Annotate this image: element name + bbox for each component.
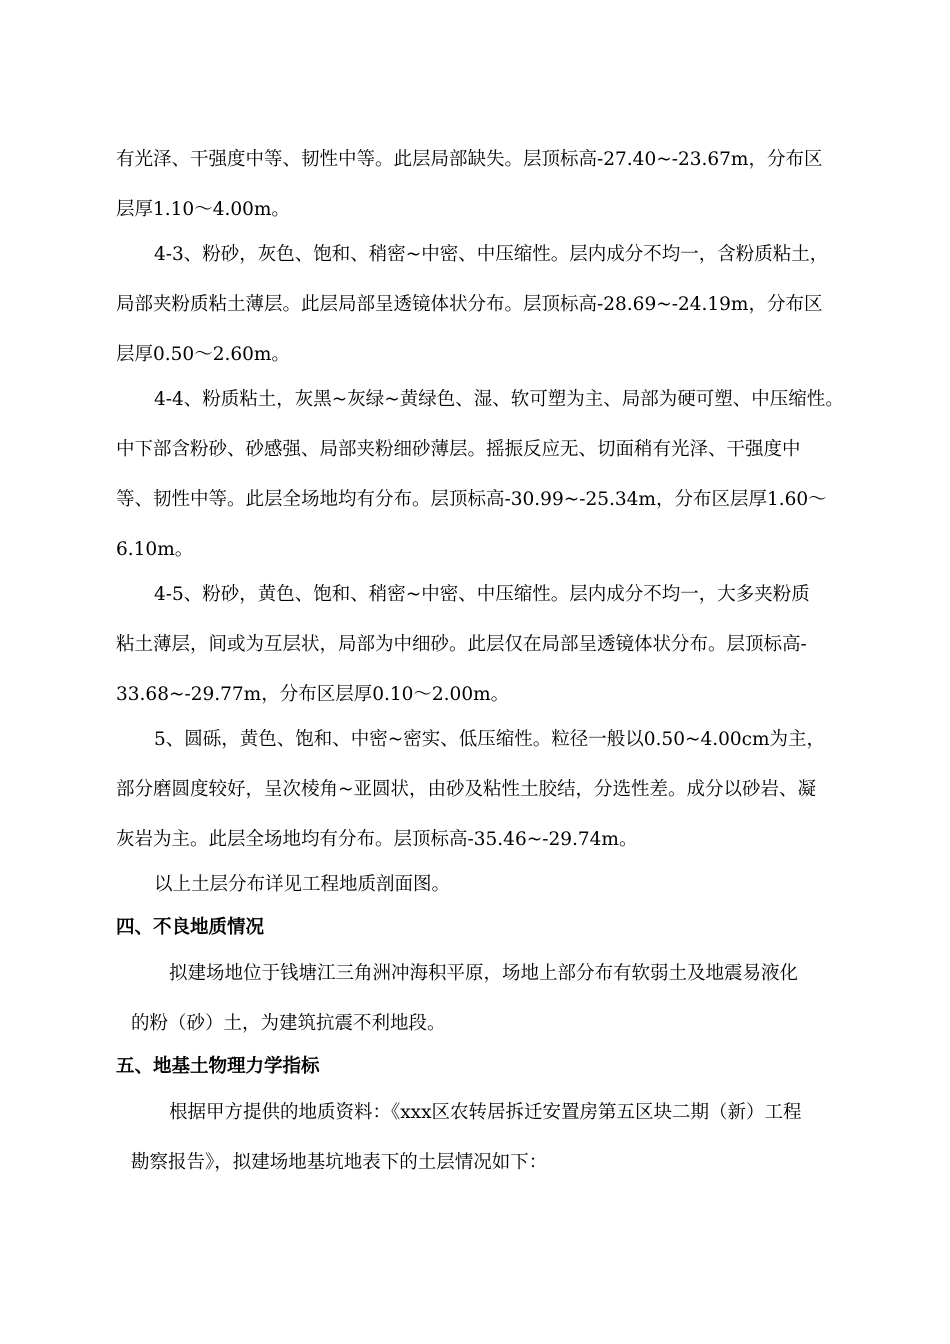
body-line: 中下部含粉砂、砂感强、局部夹粉细砂薄层。摇振反应无、切面稍有光泽、干强度中 [116,439,801,460]
section-heading: 五、地基土物理力学指标 [116,1056,320,1077]
body-line: 以上土层分布详见工程地质剖面图。 [154,874,451,895]
body-line: 等、韧性中等。此层全场地均有分布。层顶标高-30.99~-25.34m，分布区层厚1.60～ [116,489,827,510]
body-line: 33.68~-29.77m，分布区层厚0.10～2.00m。 [116,684,510,705]
body-line: 4-3、粉砂，灰色、饱和、稍密~中密、中压缩性。层内成分不均一，含粉质粘土， [154,244,829,265]
body-line: 5、圆砾，黄色、饱和、中密~密实、低压缩性。粒径一般以0.50~4.00cm为主， [154,729,826,750]
body-line: 4-5、粉砂，黄色、饱和、稍密~中密、中压缩性。层内成分不均一，大多夹粉质 [154,584,810,605]
body-line: 层厚0.50～2.60m。 [116,344,290,365]
body-line: 有光泽、干强度中等、韧性中等。此层局部缺失。层顶标高-27.40~-23.67m，分布区 [116,149,823,170]
body-line: 粘土薄层，间或为互层状，局部为中细砂。此层仅在局部呈透镜体状分布。层顶标高- [116,634,807,655]
section-line: 的粉（砂）土，为建筑抗震不利地段。 [131,1013,446,1034]
body-line: 部分磨圆度较好，呈次棱角~亚圆状，由砂及粘性土胶结，分选性差。成分以砂岩、凝 [116,779,817,800]
section-line: 勘察报告》，拟建场地基坑地表下的土层情况如下： [131,1152,548,1173]
body-line: 灰岩为主。此层全场地均有分布。层顶标高-35.46~-29.74m。 [116,829,638,850]
body-line: 局部夹粉质粘土薄层。此层局部呈透镜体状分布。层顶标高-28.69~-24.19m，分布区 [116,294,823,315]
body-line: 4-4、粉质粘土，灰黑~灰绿~黄绿色、湿、软可塑为主、局部为硬可塑、中压缩性。 [154,389,844,410]
section-heading: 四、不良地质情况 [116,917,265,938]
section-line: 拟建场地位于钱塘江三角洲冲海积平原，场地上部分布有软弱土及地震易液化 [169,963,799,984]
body-line: 6.10m。 [116,539,194,560]
body-line: 层厚1.10～4.00m。 [116,199,290,220]
section-line: 根据甲方提供的地质资料：《xxx区农转居拆迁安置房第五区块二期（新）工程 [169,1102,802,1123]
